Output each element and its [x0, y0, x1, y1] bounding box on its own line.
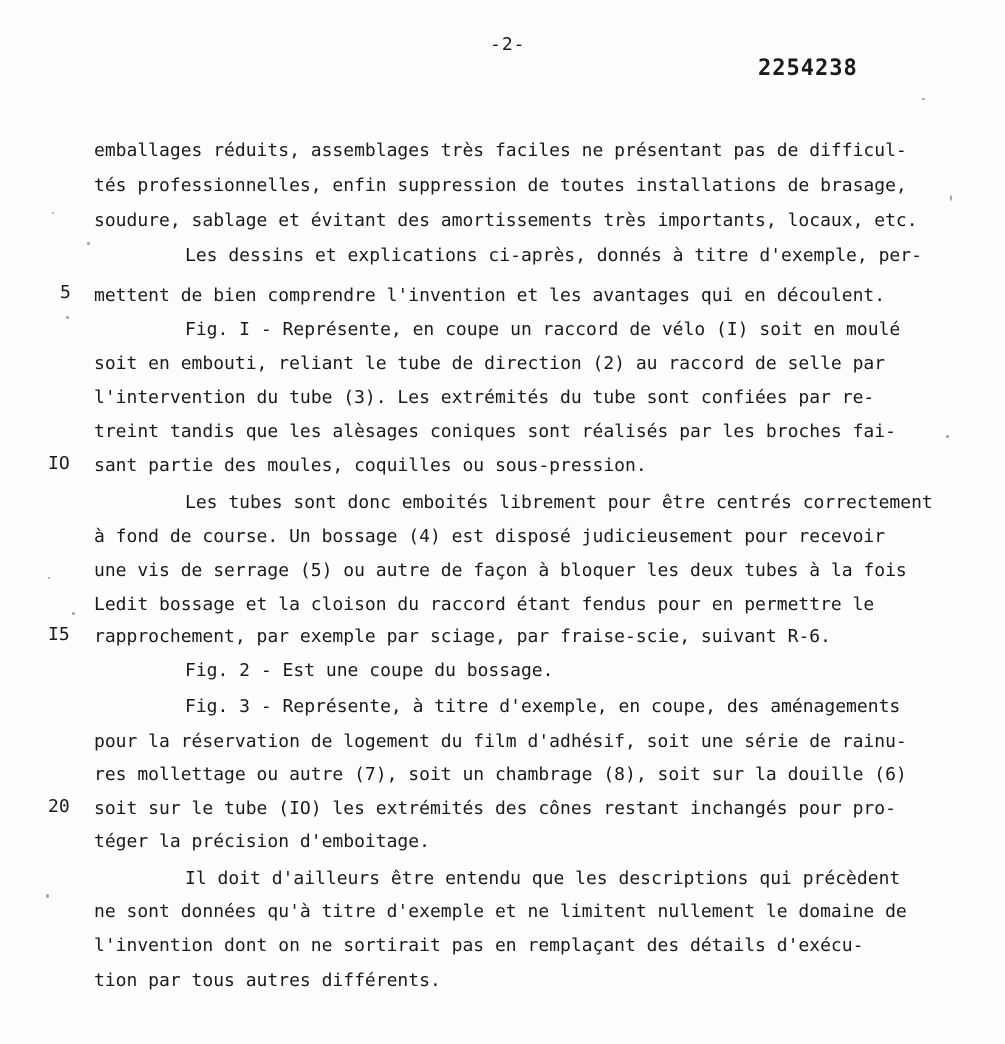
text-line: emballages réduits, assemblages très faciles ne présentant pas de difficul- — [94, 140, 907, 161]
scan-speck — [922, 98, 925, 100]
scan-speck — [48, 577, 50, 579]
text-line: tés professionnelles, enfin suppression de toutes installations de brasage, — [94, 175, 907, 196]
margin-line-number: I5 — [48, 624, 70, 645]
scan-speck — [46, 894, 49, 898]
scan-speck — [950, 195, 952, 201]
text-line: Les dessins et explications ci-après, donnés à titre d'exemple, per- — [185, 245, 922, 266]
text-line: Fig. 3 - Représente, à titre d'exemple, en coupe, des aménagements — [185, 696, 901, 717]
text-line: une vis de serrage (5) ou autre de façon à bloquer les deux tubes à la fois — [94, 560, 907, 581]
scan-speck — [52, 212, 54, 214]
scan-speck — [946, 435, 949, 438]
text-line: l'intervention du tube (3). Les extrémités du tube sont confiées par re- — [94, 387, 875, 408]
text-line: Fig. I - Représente, en coupe un raccord de vélo (I) soit en moulé — [185, 319, 901, 340]
text-line: mettent de bien comprendre l'invention et les avantages qui en découlent. — [94, 285, 886, 306]
text-line: res mollettage ou autre (7), soit un chambrage (8), soit sur la douille (6) — [94, 764, 907, 785]
text-line: téger la précision d'emboitage. — [94, 831, 430, 852]
page-number: -2- — [490, 34, 526, 55]
text-line: Il doit d'ailleurs être entendu que les descriptions qui précèdent — [185, 868, 901, 889]
margin-line-number: 5 — [60, 282, 71, 303]
text-line: l'invention dont on ne sortirait pas en remplaçant des détails d'exécu- — [94, 935, 864, 956]
text-line: soit en embouti, reliant le tube de direction (2) au raccord de selle par — [94, 353, 886, 374]
text-line: ne sont données qu'à titre d'exemple et ne limitent nullement le domaine de — [94, 901, 907, 922]
text-line: treint tandis que les alèsages coniques sont réalisés par les broches fai- — [94, 421, 896, 442]
text-line: tion par tous autres différents. — [94, 970, 441, 991]
text-line: soit sur le tube (IO) les extrémités des cônes restant inchangés pour pro- — [94, 798, 896, 819]
text-line: Les tubes sont donc emboités librement pour être centrés correctement — [185, 492, 933, 513]
text-line: Fig. 2 - Est une coupe du bossage. — [185, 660, 554, 681]
scan-speck — [72, 612, 75, 615]
text-line: soudure, sablage et évitant des amortissements très importants, locaux, etc. — [94, 210, 918, 231]
text-line: pour la réservation de logement du film d'adhésif, soit une série de rainu- — [94, 731, 907, 752]
scan-speck — [66, 316, 69, 319]
text-line: à fond de course. Un bossage (4) est disposé judicieusement pour recevoir — [94, 526, 886, 547]
document-number: 2254238 — [758, 56, 858, 81]
margin-line-number: IO — [48, 453, 70, 474]
text-line: rapprochement, par exemple par sciage, par fraise-scie, suivant R-6. — [94, 626, 831, 647]
text-line: Ledit bossage et la cloison du raccord étant fendus pour en permettre le — [94, 594, 875, 615]
margin-line-number: 20 — [48, 796, 70, 817]
scan-speck — [87, 242, 90, 245]
text-line: sant partie des moules, coquilles ou sous-pression. — [94, 455, 647, 476]
